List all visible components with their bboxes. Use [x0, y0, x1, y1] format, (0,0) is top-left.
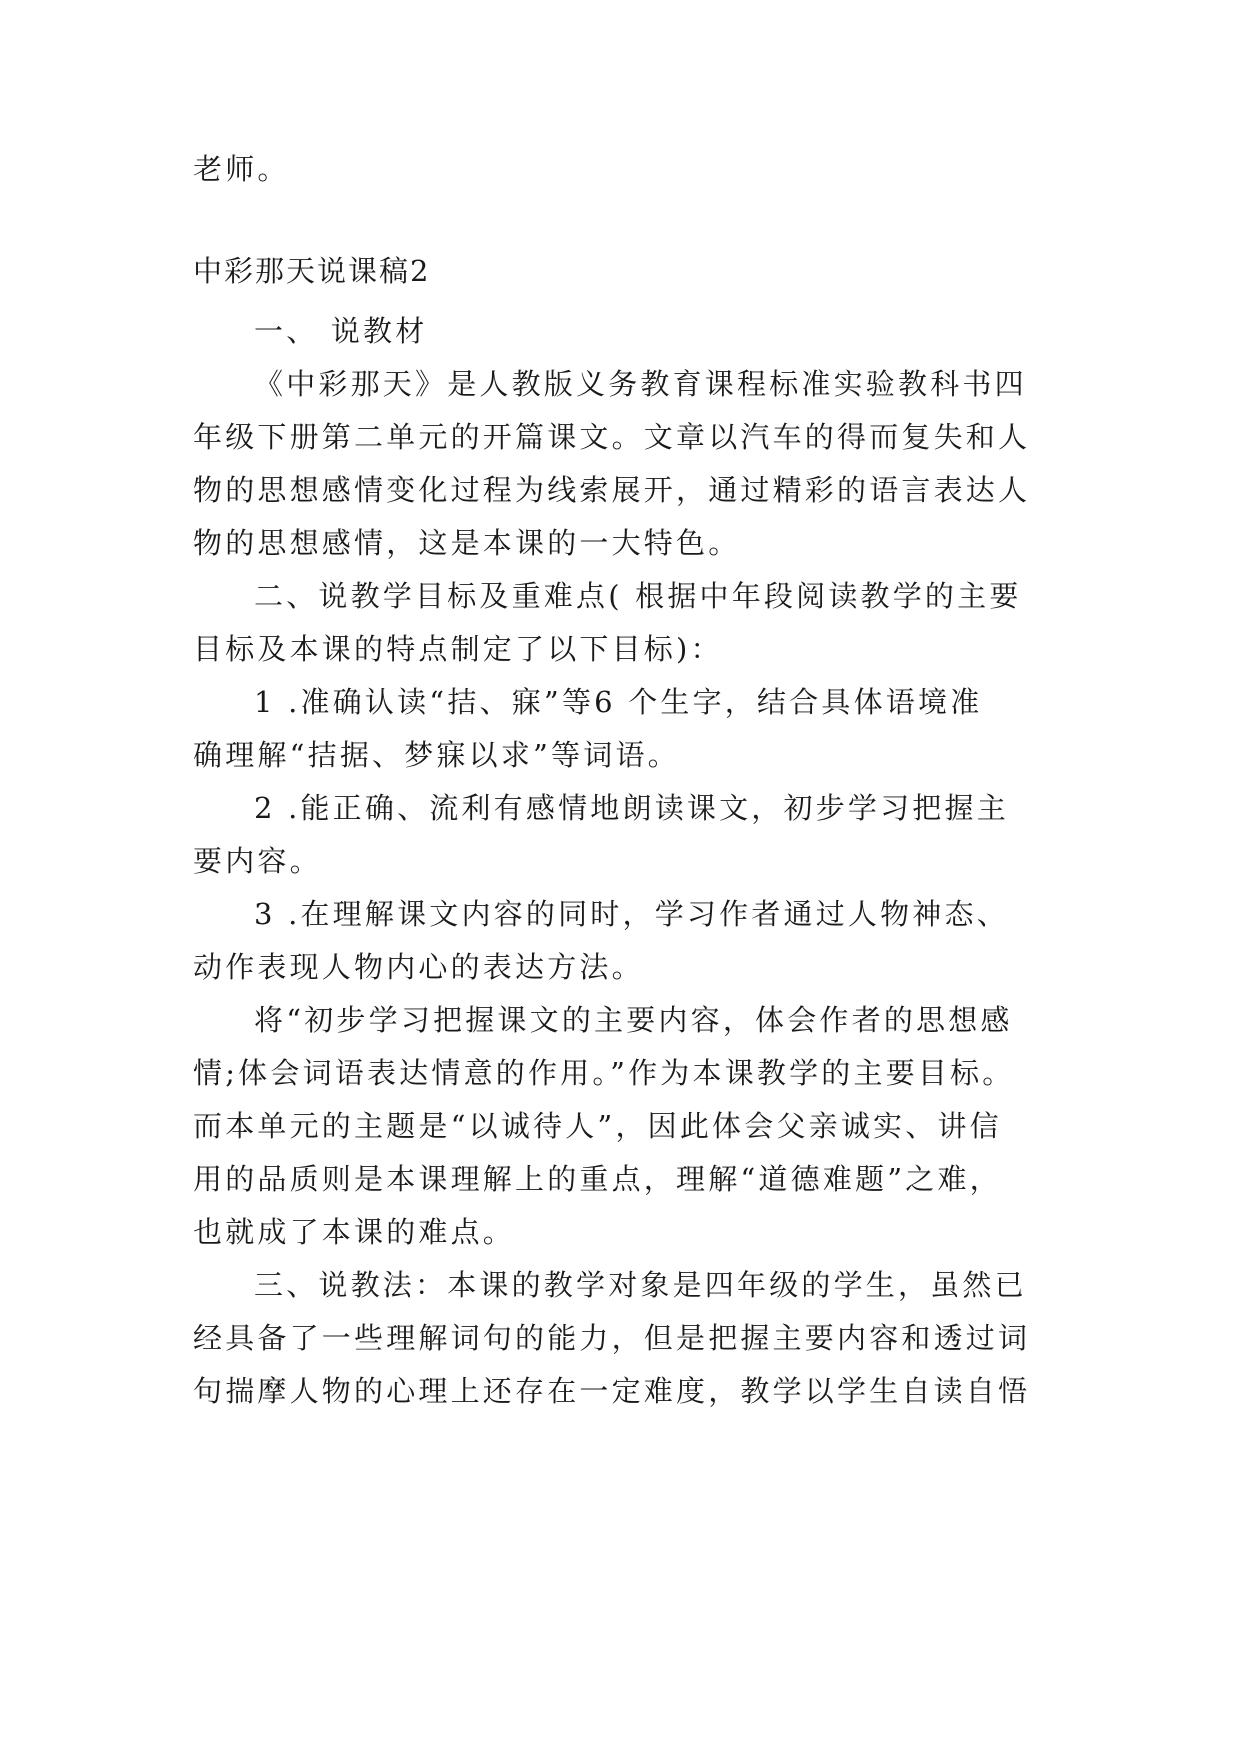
paragraph-line: 将“初步学习把握课文的主要内容，体会作者的思想感 — [254, 1003, 1013, 1037]
paragraph-line: 目标及本课的特点制定了以下目标)： — [193, 632, 723, 666]
paragraph-line: 而本单元的主题是“以诚待人”，因此体会父亲诚实、讲信 — [193, 1109, 1002, 1143]
list-item-2: 2 .能正确、流利有感情地朗读课文，初步学习把握主 — [254, 791, 1009, 825]
list-item-1: 1 .准确认读“拮、寐”等6 个生字，结合具体语境准 — [254, 685, 983, 719]
paragraph-end-line: 老师。 — [193, 152, 290, 186]
paragraph-line: 《中彩那天》是人教版义务教育课程标准实验教科书四 — [254, 367, 1027, 401]
section-title: 中彩那天说课稿2 — [193, 254, 431, 288]
paragraph-line: 情;体会词语表达情意的作用。”作为本课教学的主要目标。 — [193, 1056, 1015, 1090]
paragraph-line: 句揣摩人物的心理上还存在一定难度，教学以学生自读自悟 — [193, 1374, 1031, 1408]
list-item-3-cont: 动作表现人物内心的表达方法。 — [193, 950, 644, 984]
paragraph-line: 用的品质则是本课理解上的重点，理解“道德难题”之难， — [193, 1162, 1002, 1196]
list-item-2-cont: 要内容。 — [193, 844, 322, 878]
section-heading-methods: 三、说教法：本课的教学对象是四年级的学生，虽然已 — [254, 1268, 1027, 1302]
section-heading-textbook: 一、 说教材 — [254, 314, 428, 348]
paragraph-line: 物的思想感情，这是本课的一大特色。 — [193, 526, 741, 560]
list-item-1-cont: 确理解“拮据、梦寐以求”等词语。 — [193, 738, 680, 772]
list-item-3: 3 .在理解课文内容的同时，学习作者通过人物神态、 — [254, 897, 1009, 931]
paragraph-line: 物的思想感情变化过程为线索展开，通过精彩的语言表达人 — [193, 473, 1031, 507]
paragraph-line: 经具备了一些理解词句的能力，但是把握主要内容和透过词 — [193, 1321, 1031, 1355]
paragraph-line: 也就成了本课的难点。 — [193, 1215, 516, 1249]
paragraph-line: 年级下册第二单元的开篇课文。文章以汽车的得而复失和人 — [193, 420, 1031, 454]
section-heading-goals: 二、说教学目标及重难点( 根据中年段阅读教学的主要 — [254, 579, 1022, 613]
